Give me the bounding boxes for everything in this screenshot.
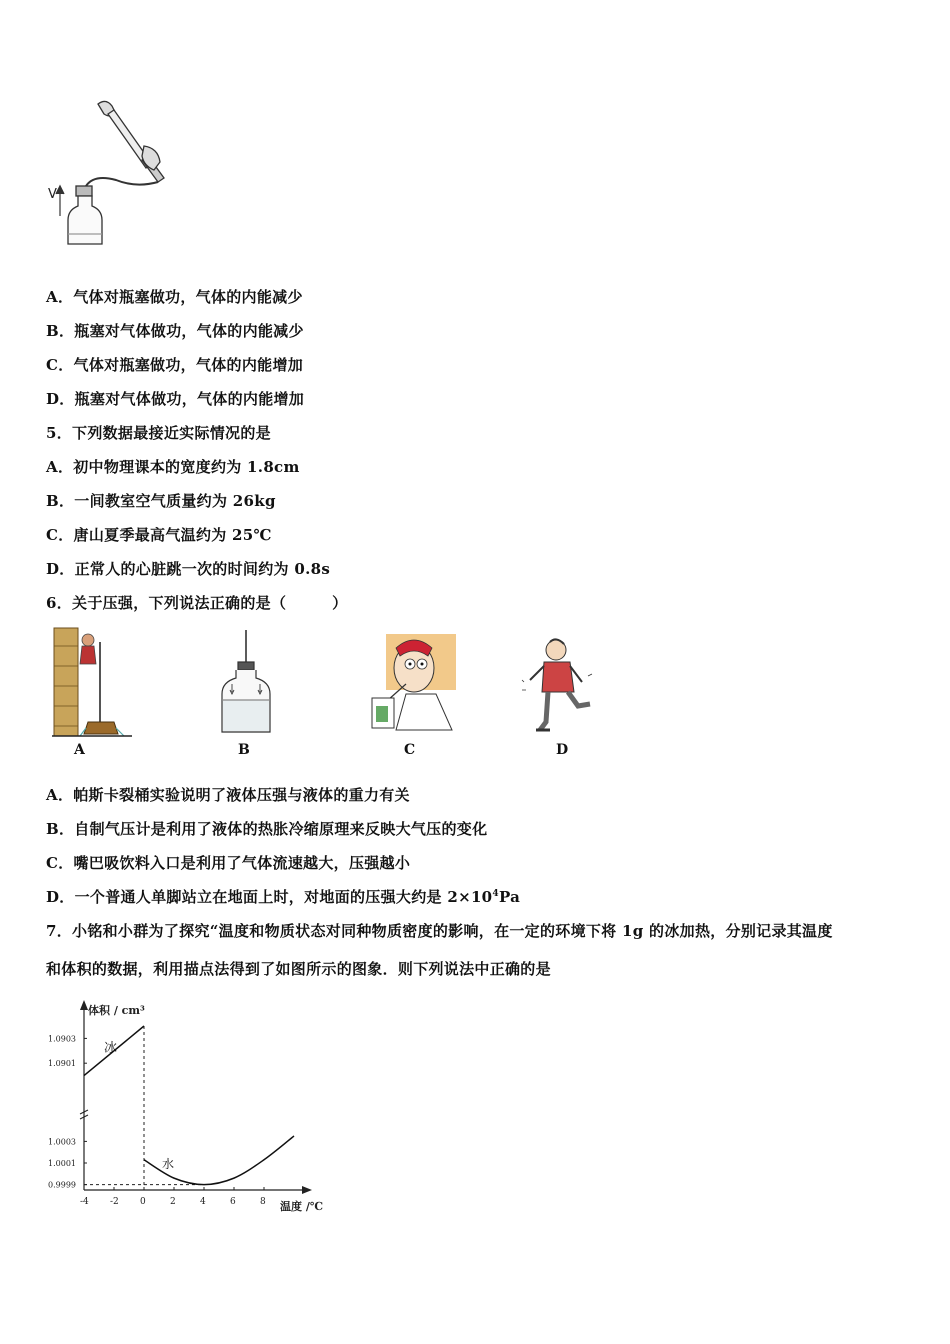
q4-option-a: A．气体对瓶塞做功，气体的内能减少 — [46, 288, 303, 306]
y-tick-label: 1.0001 — [48, 1159, 76, 1168]
q6-option-a: A．帕斯卡裂桶实验说明了液体压强与液体的重力有关 — [46, 786, 410, 804]
straw-drinking-figure — [366, 634, 456, 734]
x-tick-label: 4 — [200, 1197, 206, 1207]
q6-option-d-exponent: 4 — [492, 889, 499, 899]
x-tick-label: 6 — [230, 1197, 236, 1207]
q5-option-b: B．一间教室空气质量约为 26kg — [46, 492, 276, 510]
person-drinking-icon — [372, 634, 456, 730]
x-tick-label: -2 — [110, 1197, 119, 1207]
q6-option-c: C．嘴巴吸饮料入口是利用了气体流速越大，压强越小 — [46, 854, 411, 872]
volume-temperature-chart — [46, 996, 346, 1220]
one-foot-standing-figure — [520, 636, 596, 736]
x-tick-label: -4 — [80, 1197, 89, 1207]
y-tick-label: 1.0901 — [48, 1059, 76, 1069]
q6-option-b: B．自制气压计是利用了液体的热胀冷缩原理来反映大气压的变化 — [46, 820, 488, 838]
pascal-barrel-figure — [52, 626, 132, 738]
pascal-barrel-icon — [52, 628, 132, 736]
pump-bottle-icon — [56, 101, 164, 244]
y-axis-arrow-icon — [80, 1000, 88, 1010]
q7-stem-line1: 7．小铭和小群为了探究“温度和物质状态对同种物质密度的影响，在一定的环境下将 1g 的冰加热，分别记录其温度 — [46, 922, 833, 940]
x-tick-label: 0 — [140, 1197, 146, 1207]
x-tick-label: 8 — [260, 1197, 266, 1207]
q7-stem-line2: 和体积的数据，利用描点法得到了如图所示的图象．则下列说法中正确的是 — [46, 960, 551, 978]
q6-figure-label-b: B — [238, 742, 250, 758]
q6-figure-label-c: C — [404, 742, 416, 758]
series-water-label: 水 — [162, 1157, 175, 1171]
x-axis-arrow-icon — [302, 1186, 312, 1194]
q4-option-b: B．瓶塞对气体做功，气体的内能减少 — [46, 322, 304, 340]
y-tick-label: 0.9999 — [48, 1180, 76, 1190]
q6-option-d — [46, 886, 520, 907]
q5-option-c: C．唐山夏季最高气温约为 25℃ — [46, 526, 272, 544]
y-axis-label: 体积 / cm³ — [88, 1004, 145, 1017]
barometer-bottle-icon — [222, 630, 270, 732]
velocity-label: V — [48, 187, 57, 202]
q5-stem: 5．下列数据最接近实际情况的是 — [46, 424, 271, 442]
series-ice-label: 冰 — [104, 1041, 118, 1056]
q6-figure-label-a: A — [74, 742, 85, 758]
y-tick-label: 1.0003 — [48, 1137, 76, 1147]
q4-option-c: C．气体对瓶塞做功，气体的内能增加 — [46, 356, 304, 374]
person-standing-icon — [522, 639, 592, 730]
q5-option-a: A．初中物理课本的宽度约为 1.8cm — [46, 458, 300, 476]
q6-stem: 6．关于压强，下列说法正确的是（ ） — [46, 594, 348, 612]
q4-option-d: D．瓶塞对气体做功，气体的内能增加 — [46, 390, 305, 408]
y-tick-label: 1.0903 — [48, 1034, 76, 1044]
q6-option-d-unit: Pa — [498, 888, 521, 906]
pump-bottle-figure — [46, 96, 176, 251]
q6-option-d-text: D．一个普通人单脚站立在地面上时，对地面的压强大约是 2×10 — [46, 888, 493, 906]
x-axis-label: 温度 /℃ — [280, 1200, 324, 1213]
x-tick-label: 2 — [170, 1197, 176, 1207]
q5-option-d: D．正常人的心脏跳一次的时间约为 0.8s — [46, 560, 331, 578]
barometer-figure — [214, 628, 278, 736]
q6-figure-label-d: D — [556, 742, 569, 758]
